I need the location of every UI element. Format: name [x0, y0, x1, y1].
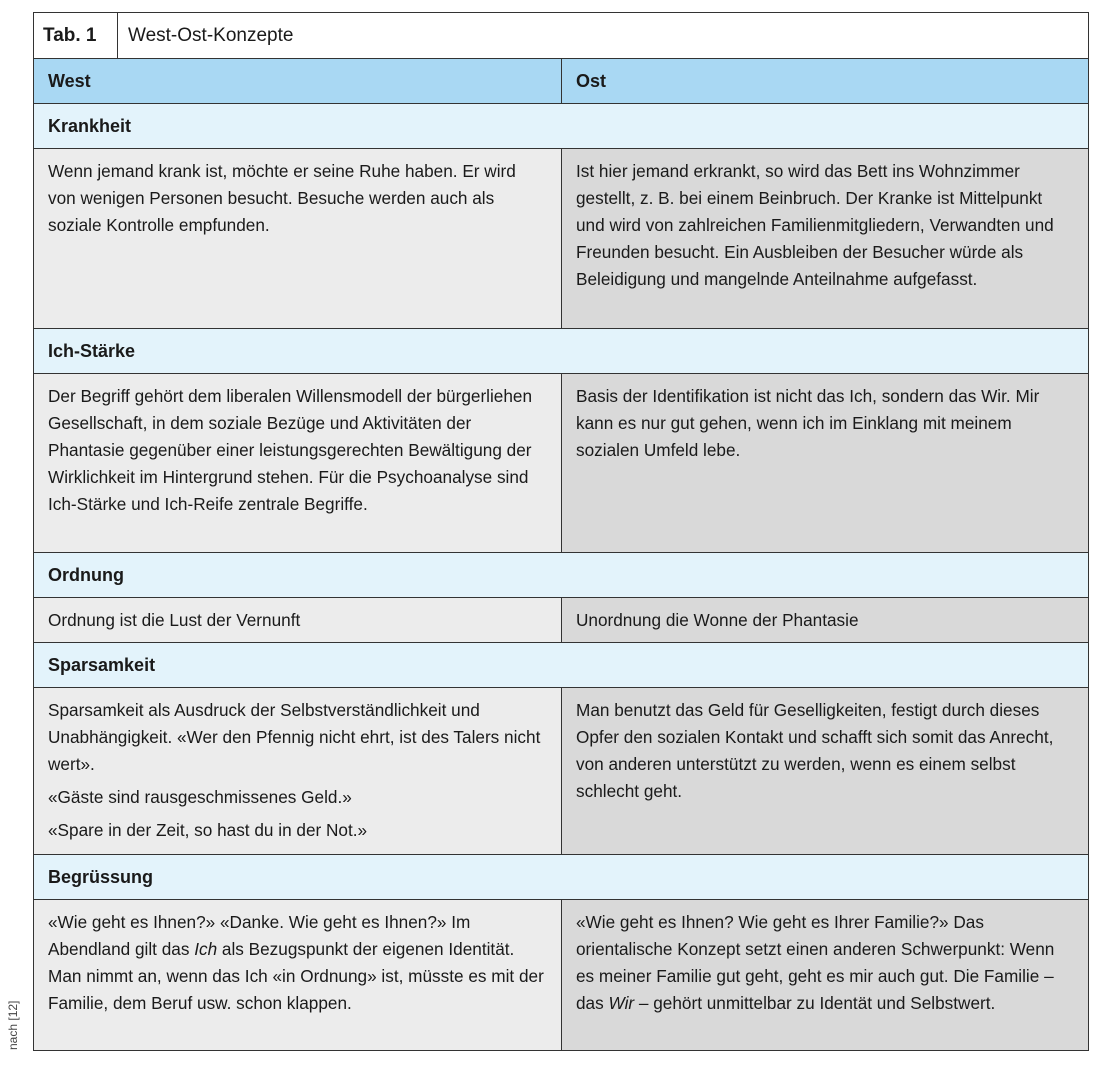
content-row-ich-staerke	[34, 374, 1088, 553]
cell-ost	[562, 149, 1088, 328]
content-row-krankheit	[34, 149, 1088, 329]
content-row-begruessung	[34, 900, 1088, 1050]
cell-ost	[562, 688, 1088, 854]
emphasis-text: Wir	[608, 993, 635, 1013]
cell-text: Basis der Identifikation ist nicht das Ich, sondern das Wir. Mir kann es nur gut gehen, wenn ich im Einklang mit meinem sozialen Umfeld lebe.	[576, 386, 1040, 460]
cell-text: Unordnung die Wonne der Phantasie	[576, 610, 859, 630]
section-row-ordnung	[34, 553, 1088, 598]
section-row-ich-staerke	[34, 329, 1088, 374]
cell-west	[34, 598, 562, 642]
cell-text	[48, 909, 547, 1017]
section-title: Krankheit	[48, 115, 132, 136]
cell-west	[34, 688, 562, 854]
table-title: West-Ost-Konzepte	[128, 24, 294, 46]
column-header-row	[34, 59, 1088, 104]
cell-text: Ist hier jemand erkrankt, so wird das Bett ins Wohnzimmer gestellt, z. B. bei einem Beinbruch. Der Kranke ist Mittelpunkt und wird von zahlreichen Familienmitgliedern, Verwandten und Freunden besucht. Ein Ausbleiben der Besucher würde als Beleidigung und mangelnde Anteilnahme aufgefasst.	[576, 161, 1054, 289]
column-header-ost: Ost	[576, 70, 607, 91]
cell-text: «Gäste sind rausgeschmissenes Geld.»	[48, 787, 352, 807]
table-label: Tab. 1	[34, 13, 118, 58]
text-part: – gehört unmittelbar zu Identät und Selbstwert.	[634, 993, 996, 1013]
cell-ost	[562, 374, 1088, 552]
section-title: Sparsamkeit	[48, 654, 156, 675]
cell-text	[576, 909, 1074, 1017]
cell-text: Der Begriff gehört dem liberalen Willensmodell der bürgerliehen Gesellschaft, in dem soziale Bezüge und Aktivitäten der Phantasie gegenüber einer leistungsgerechten Bewältigung der Wirklichkeit im Hintergrund stehen. Für die Psychoanalyse sind Ich-Stärke und Ich-Reife zentrale Begriffe.	[48, 386, 533, 514]
text-part: «Wie geht es Ihnen?» «Danke. Wie geht es Ihnen?» Im Abendland gilt das	[48, 912, 471, 959]
cell-text: Ordnung ist die Lust der Vernunft	[48, 610, 301, 630]
cell-ost	[562, 900, 1088, 1050]
cell-west	[34, 149, 562, 328]
text-part: «Wie geht es Ihnen? Wie geht es Ihrer Familie?» Das orientalische Konzept setzt einen anderen Schwerpunkt: Wenn es meiner Familie gut geht, geht es mir auch gut. Die Familie – das	[576, 912, 1055, 1013]
content-row-sparsamkeit	[34, 688, 1088, 855]
section-row-sparsamkeit	[34, 643, 1088, 688]
cell-west	[34, 900, 562, 1050]
emphasis-text: Ich	[194, 939, 218, 959]
section-title: Ordnung	[48, 564, 124, 585]
cell-text: Wenn jemand krank ist, möchte er seine Ruhe haben. Er wird von wenigen Personen besucht. Besuche werden auch als soziale Kontrolle empfunden.	[48, 161, 516, 235]
cell-text: Man benutzt das Geld für Geselligkeiten, festigt durch dieses Opfer den sozialen Kontakt und schafft sich somit das Anrecht, von anderen unterstützt zu werden, wenn es einem selbst schlecht geht.	[576, 700, 1054, 801]
source-note: nach [12]	[6, 1000, 20, 1050]
section-row-krankheit	[34, 104, 1088, 149]
text-part: als Bezugspunkt der eigenen Identität. Man nimmt an, wenn das Ich «in Ordnung» ist, müsste es mit der Familie, dem Beruf usw. schon klappen.	[48, 939, 544, 1013]
cell-text: «Spare in der Zeit, so hast du in der Not.»	[48, 820, 368, 840]
cell-text: Sparsamkeit als Ausdruck der Selbstverständlichkeit und Unabhängigkeit. «Wer den Pfennig nicht ehrt, ist des Talers nicht wert».	[48, 700, 541, 774]
cell-ost	[562, 598, 1088, 642]
column-header-west: West	[34, 59, 562, 103]
concept-table	[33, 12, 1089, 1051]
cell-west	[34, 374, 562, 552]
content-row-ordnung	[34, 598, 1088, 643]
section-title: Begrüssung	[48, 866, 154, 887]
table-title-bar	[34, 13, 1088, 59]
section-title: Ich-Stärke	[48, 340, 136, 361]
section-row-begruessung	[34, 855, 1088, 900]
